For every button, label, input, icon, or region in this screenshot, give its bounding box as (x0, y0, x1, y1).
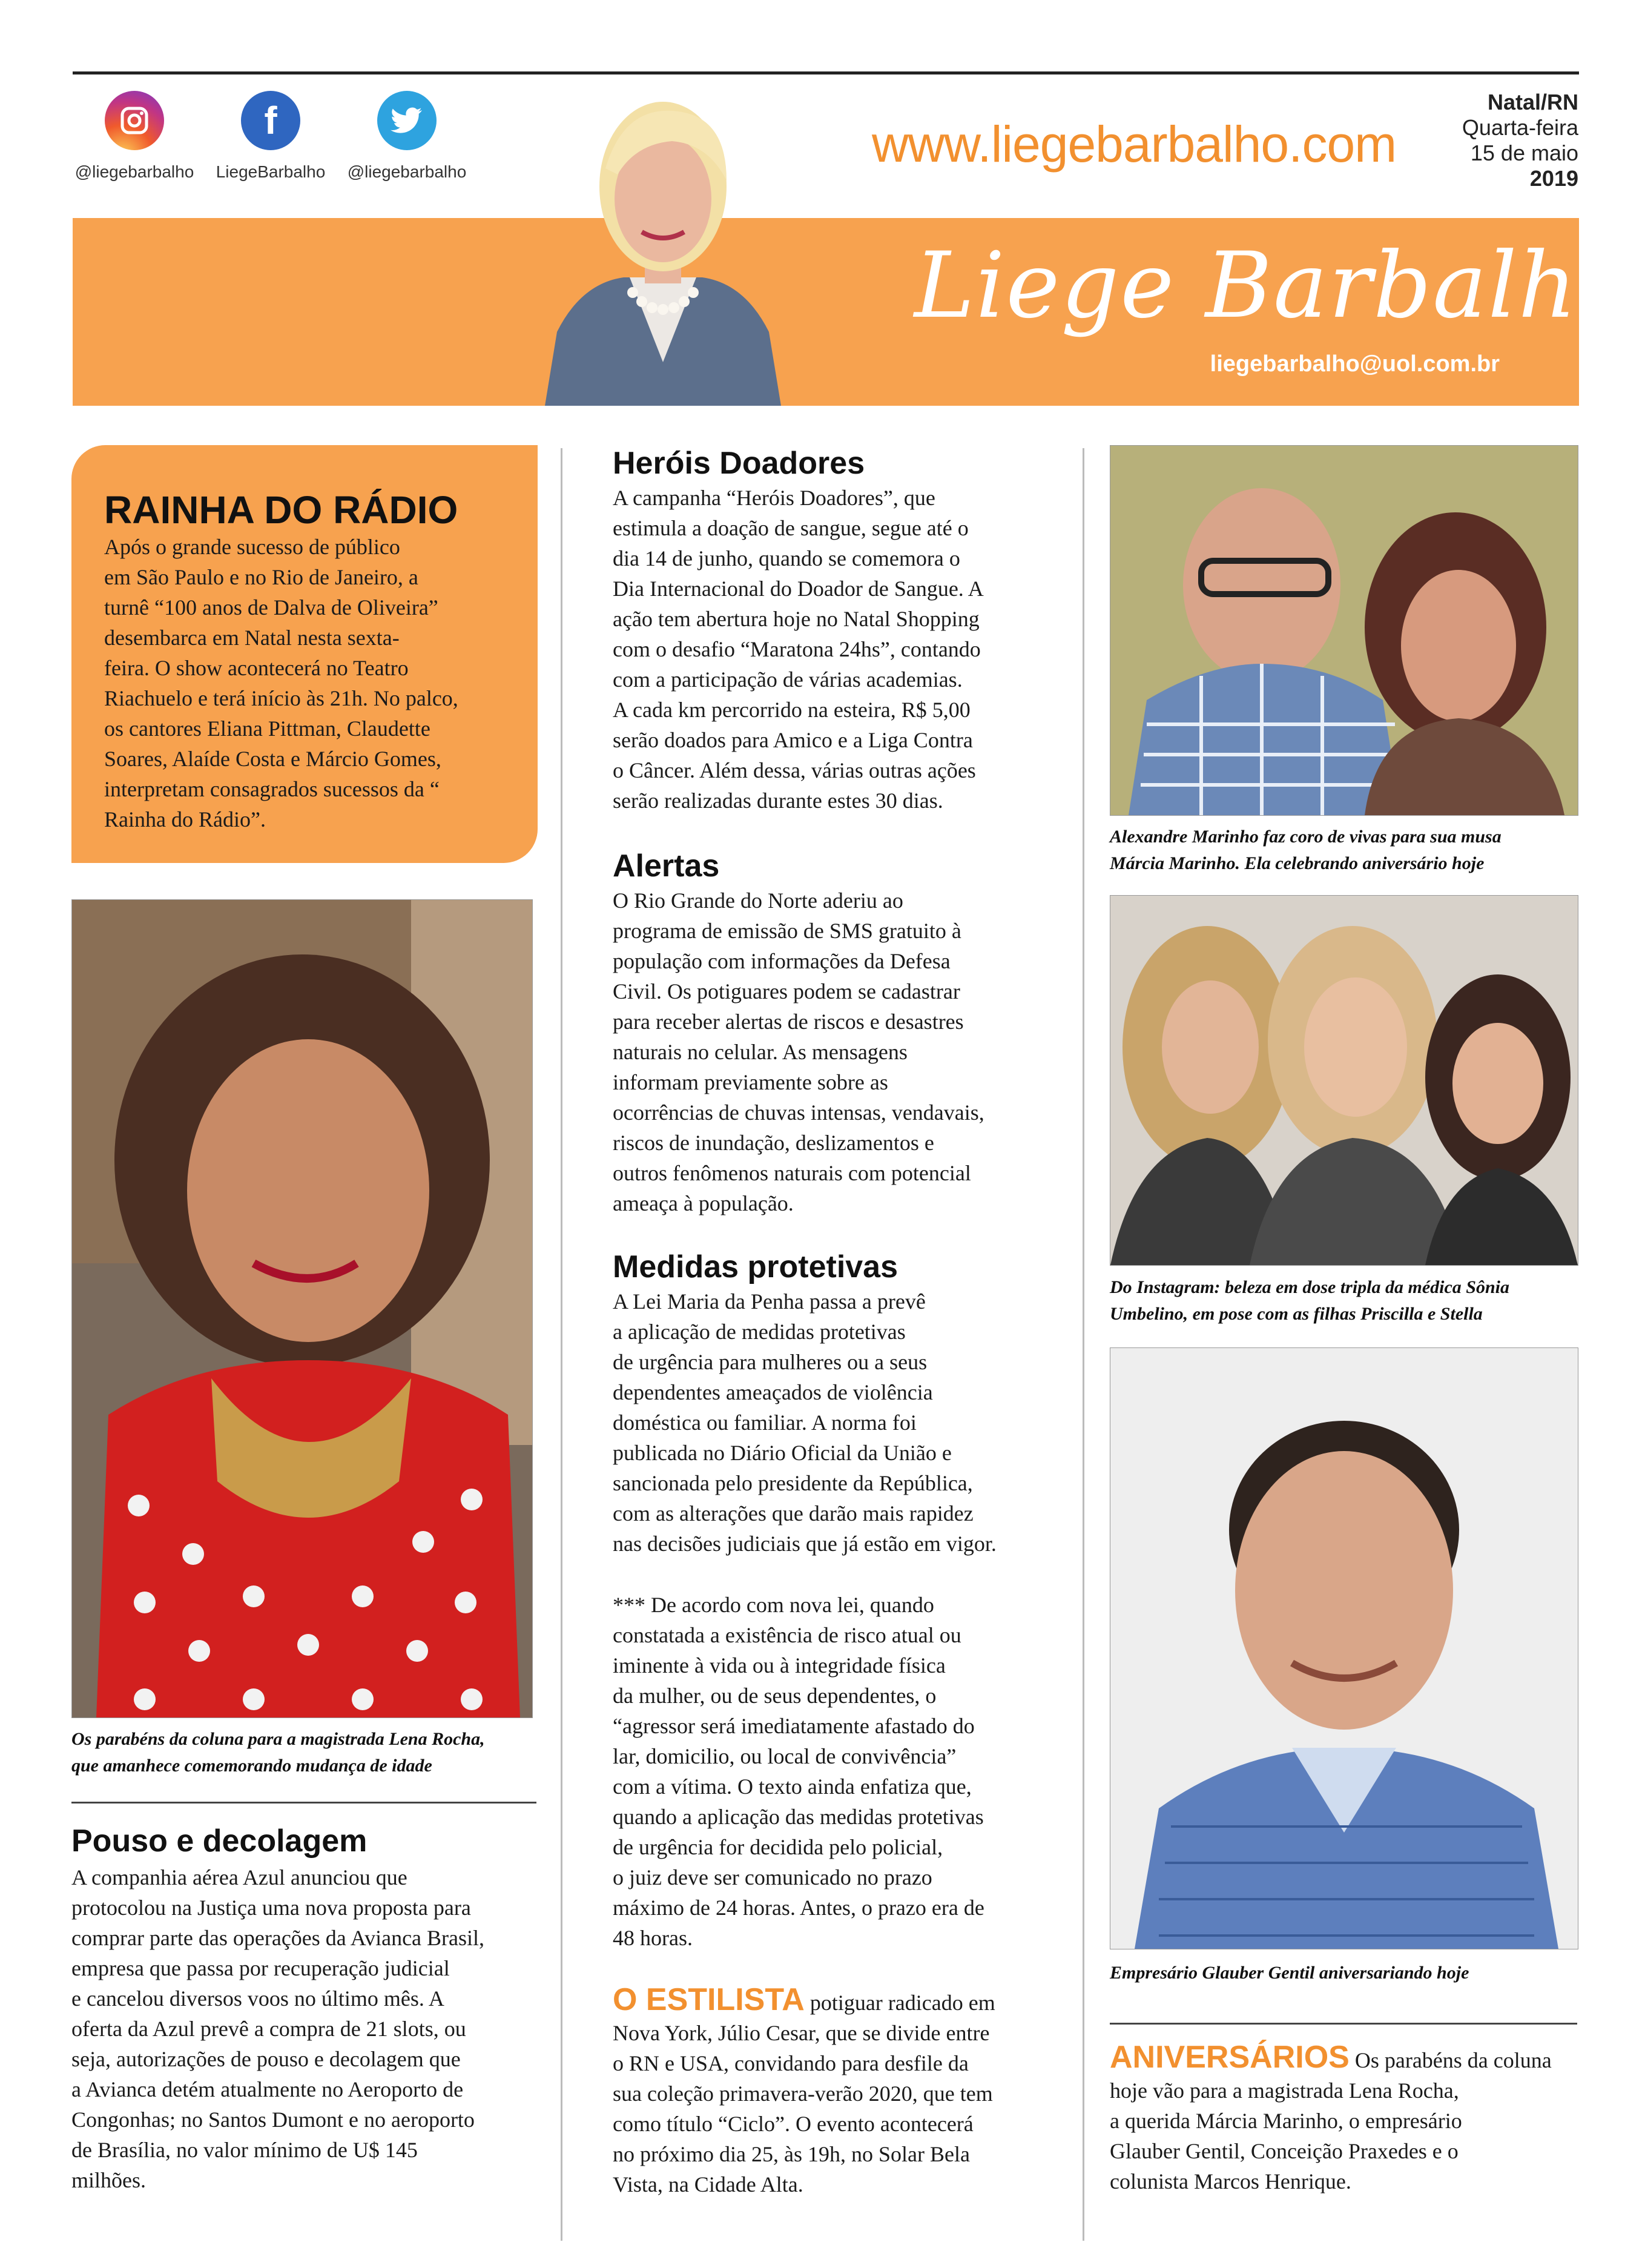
herois-text (613, 483, 1073, 816)
year: 2019 (1529, 166, 1578, 191)
column-divider-2 (1083, 448, 1084, 2241)
section-rule-1 (71, 1802, 536, 1803)
text-line: informam previamente sobre as (613, 1070, 888, 1094)
weekday: Quarta-feira (1462, 115, 1578, 140)
city: Natal/RN (1487, 90, 1578, 114)
text-line: com a participação de várias academias. (613, 667, 963, 692)
photo-sonia-filhas (1110, 895, 1578, 1266)
text-line: feira. O show acontecerá no Teatro (104, 656, 409, 680)
text-line: a aplicação de medidas protetivas (613, 1320, 906, 1344)
text-line: serão doados para Amico e a Liga Contra (613, 728, 973, 752)
text-line: outros fenômenos naturais com potencial (613, 1161, 971, 1185)
photo-caption-glauber: Empresário Glauber Gentil aniversariando hoje (1110, 1963, 1469, 1983)
feature-text (104, 532, 528, 835)
text-line: *** De acordo com nova lei, quando (613, 1593, 934, 1617)
text-line: população com informações da Defesa (613, 949, 951, 973)
text-line: dia 14 de junho, quando se comemora o (613, 546, 960, 570)
text-line: doméstica ou familiar. A norma foi (613, 1410, 917, 1435)
text-line: protocolou na Justiça uma nova proposta para (71, 1896, 471, 1920)
column-divider-1 (561, 448, 562, 2241)
text-line: serão realizadas durante estes 30 dias. (613, 789, 943, 813)
estilista-text (613, 1982, 1073, 2200)
text-line: iminente à vida ou à integridade física (613, 1653, 946, 1678)
text-line: “agressor será imediatamente afastado do (613, 1714, 975, 1738)
text-line: seja, autorizações de pouso e decolagem que (71, 2047, 461, 2071)
masthead-title: Liege Barbalho (914, 233, 1634, 339)
text-run: potiguar radicado em (804, 1991, 995, 2015)
text-line: estimula a doação de sangue, segue até o (613, 516, 969, 540)
text-line: sancionada pelo presidente da República, (613, 1471, 973, 1495)
text-run: Os parabéns da coluna (1349, 2048, 1552, 2072)
text-line: Riachuelo e terá início às 21h. No palco, (104, 686, 458, 710)
text-line: em São Paulo e no Rio de Janeiro, a (104, 565, 418, 589)
medidas-text (613, 1286, 1073, 1559)
text-line: interpretam consagrados sucessos da “ (104, 777, 440, 801)
text-line: com o desafio “Maratona 24hs”, contando (613, 637, 981, 661)
text-line: O Rio Grande do Norte aderiu ao (613, 888, 903, 913)
caption-line: Umbelino, em pose com as filhas Priscilla e Stella (1110, 1304, 1483, 1324)
photo-caption-sonia (1110, 1274, 1588, 1327)
twitter-handle: @liegebarbalho (347, 162, 467, 181)
text-line: empresa que passa por recuperação judicial (71, 1956, 450, 1980)
section-rule-2 (1110, 2023, 1577, 2025)
text-line: sua coleção primavera-verão 2020, que tem (613, 2081, 993, 2106)
site-url[interactable]: www.liegebarbalho.com (872, 116, 1397, 173)
aniversarios-title: ANIVERSÁRIOS (1110, 2040, 1350, 2075)
text-line: Glauber Gentil, Conceição Praxedes e o (1110, 2139, 1459, 2163)
pouso-text (71, 1862, 550, 2195)
medidas-text-continued (613, 1590, 1073, 1953)
header-rule (73, 71, 1579, 74)
text-line: Congonhas; no Santos Dumont e no aeroporto (71, 2108, 475, 2132)
text-line: Dia Internacional do Doador de Sangue. A (613, 577, 984, 601)
text-line: de Brasília, no valor mínimo de U$ 145 (71, 2138, 418, 2162)
text-line: colunista Marcos Henrique. (1110, 2169, 1351, 2194)
text-line: milhões. (71, 2168, 146, 2192)
text-line: riscos de inundação, deslizamentos e (613, 1131, 934, 1155)
text-line: ação tem abertura hoje no Natal Shopping (613, 607, 980, 631)
text-line: o juiz deve ser comunicado no prazo (613, 1865, 932, 1889)
instagram-link[interactable] (68, 91, 201, 182)
photo-lena-rocha (71, 899, 533, 1718)
feature-title: RAINHA DO RÁDIO (104, 488, 458, 532)
text-line: para receber alertas de riscos e desastres (613, 1010, 964, 1034)
pouso-title: Pouso e decolagem (71, 1823, 368, 1859)
text-line: nas decisões judiciais que já estão em vigor. (613, 1532, 997, 1556)
alertas-title: Alertas (613, 848, 720, 884)
text-line: dependentes ameaçados de violência (613, 1380, 933, 1404)
photo-glauber-gentil (1110, 1347, 1578, 1949)
contact-email[interactable]: liegebarbalho@uol.com.br (1210, 351, 1500, 377)
text-line: da mulher, ou de seus dependentes, o (613, 1684, 937, 1708)
caption-line: Márcia Marinho. Ela celebrando aniversário hoje (1110, 853, 1485, 873)
text-line: constatada a existência de risco atual ou (613, 1623, 961, 1647)
text-line: publicada no Diário Oficial da União e (613, 1441, 952, 1465)
text-line: A Lei Maria da Penha passa a prevê (613, 1289, 926, 1314)
text-line: A campanha “Heróis Doadores”, que (613, 486, 935, 510)
caption-line: Alexandre Marinho faz coro de vivas para sua musa (1110, 827, 1502, 847)
herois-title: Heróis Doadores (613, 446, 865, 481)
text-line: ameaça à população. (613, 1191, 794, 1215)
text-line (1110, 2042, 1582, 2075)
text-line (613, 1982, 1073, 2018)
text-line: com a vítima. O texto ainda enfatiza que, (613, 1774, 972, 1799)
medidas-title: Medidas protetivas (613, 1249, 898, 1284)
caption-line: que amanhece comemorando mudança de idade (71, 1756, 432, 1776)
text-line: Vista, na Cidade Alta. (613, 2172, 803, 2197)
text-line: A cada km percorrido na esteira, R$ 5,00 (613, 698, 971, 722)
text-line: o Câncer. Além dessa, várias outras ações (613, 758, 976, 782)
photo-caption-alexandre (1110, 824, 1588, 877)
facebook-link[interactable] (204, 91, 337, 182)
photo-caption-lena (71, 1726, 556, 1779)
instagram-icon (105, 91, 164, 150)
estilista-title: O ESTILISTA (613, 1982, 805, 2017)
text-line: naturais no celular. As mensagens (613, 1040, 908, 1064)
text-line: programa de emissão de SMS gratuito à (613, 919, 961, 943)
date: 15 de maio (1470, 141, 1578, 165)
text-line: no próximo dia 25, às 19h, no Solar Bela (613, 2142, 970, 2166)
twitter-link[interactable] (340, 91, 473, 182)
aniversarios-text (1110, 2042, 1582, 2197)
text-line: os cantores Eliana Pittman, Claudette (104, 716, 430, 741)
text-line: de urgência for decidida pelo policial, (613, 1835, 943, 1859)
text-line: ocorrências de chuvas intensas, vendavais, (613, 1100, 984, 1125)
text-line: com as alterações que darão mais rapidez (613, 1501, 974, 1526)
text-line: a Avianca detém atualmente no Aeroporto de (71, 2077, 464, 2101)
text-line: 48 horas. (613, 1926, 693, 1950)
text-line: e cancelou diversos voos no último mês. A (71, 1986, 444, 2011)
text-line: o RN e USA, convidando para desfile da (613, 2051, 969, 2075)
facebook-handle: LiegeBarbalho (216, 162, 326, 181)
text-line: de urgência para mulheres ou a seus (613, 1350, 928, 1374)
text-line: comprar parte das operações da Avianca Brasil, (71, 1926, 485, 1950)
text-line: Após o grande sucesso de público (104, 535, 400, 559)
text-line: a querida Márcia Marinho, o empresário (1110, 2109, 1462, 2133)
text-line: hoje vão para a magistrada Lena Rocha, (1110, 2078, 1459, 2103)
twitter-icon (377, 91, 437, 150)
text-line: Soares, Alaíde Costa e Márcio Gomes, (104, 747, 441, 771)
text-line: Nova York, Júlio Cesar, que se divide entre (613, 2021, 990, 2045)
alertas-text (613, 885, 1073, 1218)
text-line: como título “Ciclo”. O evento acontecerá (613, 2112, 974, 2136)
dateline (1462, 90, 1578, 191)
text-line: turnê “100 anos de Dalva de Oliveira” (104, 595, 438, 620)
text-line: máximo de 24 horas. Antes, o prazo era de (613, 1896, 984, 1920)
text-line: Civil. Os potiguares podem se cadastrar (613, 979, 960, 1003)
text-line: oferta da Azul prevê a compra de 21 slots, ou (71, 2017, 466, 2041)
caption-line: Os parabéns da coluna para a magistrada Lena Rocha, (71, 1729, 485, 1749)
text-line: A companhia aérea Azul anunciou que (71, 1865, 407, 1889)
instagram-handle: @liegebarbalho (74, 162, 194, 181)
text-line: Rainha do Rádio”. (104, 807, 266, 831)
text-line: quando a aplicação das medidas protetivas (613, 1805, 984, 1829)
columnist-portrait (533, 78, 793, 406)
caption-line: Do Instagram: beleza em dose tripla da médica Sônia (1110, 1277, 1509, 1297)
text-line: desembarca em Natal nesta sexta- (104, 626, 400, 650)
text-line: lar, domicilio, ou local de convivência” (613, 1744, 957, 1768)
facebook-icon: f (241, 91, 300, 150)
photo-alexandre-marcia (1110, 445, 1578, 816)
